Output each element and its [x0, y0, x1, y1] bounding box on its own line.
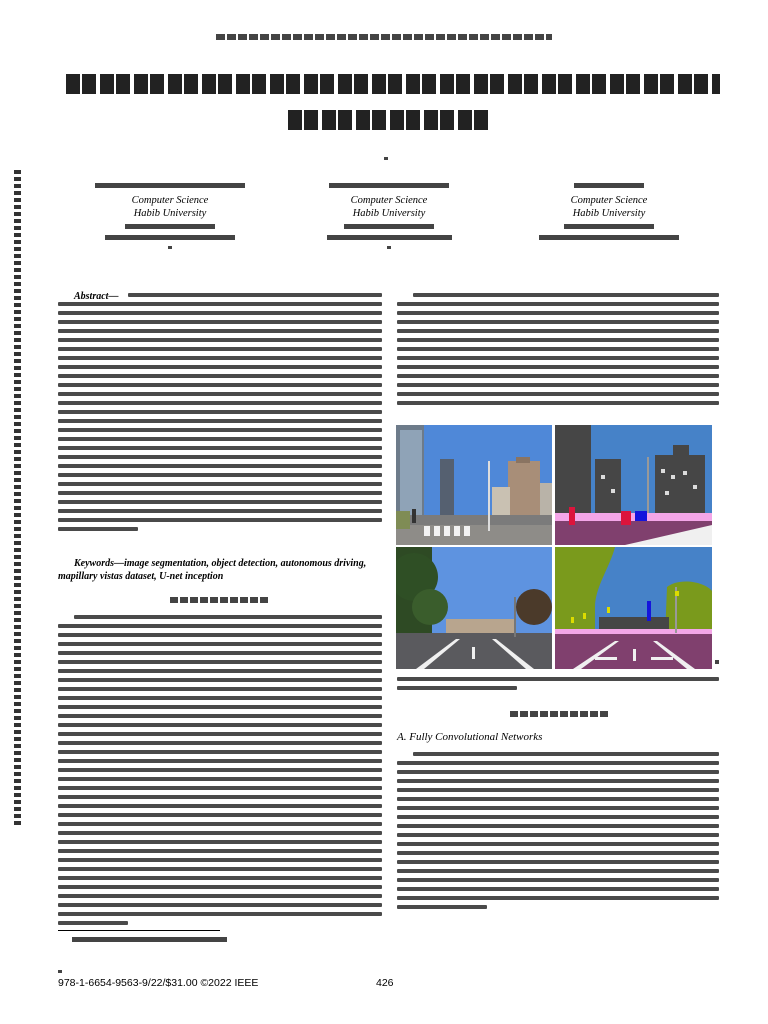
author-city-2 [344, 224, 434, 229]
figure-marker [715, 660, 719, 664]
author-univ-1: Habib University [133, 208, 207, 219]
abstract-body [58, 293, 382, 536]
author-block-3 [509, 183, 709, 246]
figure-panel-photo-city [396, 425, 552, 545]
author-block-1 [70, 183, 270, 249]
conference-header [216, 34, 552, 40]
author-dept-1: Computer Science [131, 195, 209, 206]
section-1-heading [170, 597, 270, 603]
figure-panel-photo-road [396, 547, 552, 669]
subsection-a-body [397, 752, 719, 914]
author-name-3 [574, 183, 644, 188]
paper-title [66, 74, 720, 132]
abstract-label: Abstract— [74, 291, 119, 302]
author-block-2 [289, 183, 489, 249]
section-2-heading [510, 711, 610, 717]
author-email-2 [327, 235, 452, 240]
right-column-paragraph [397, 293, 719, 410]
introduction-body [58, 615, 382, 930]
author-email-1 [105, 235, 235, 240]
figure-panel-seg-city [555, 425, 712, 545]
author-univ-2: Habib University [352, 208, 426, 219]
subsection-a-heading: A. Fully Convolutional Networks [397, 731, 543, 743]
author-name-2 [329, 183, 449, 188]
footer-isbn: 978-1-6654-9563-9/22/$31.00 ©2022 IEEE [58, 977, 259, 989]
page-number: 426 [376, 977, 394, 989]
author-city-1 [125, 224, 215, 229]
footnote-rule [58, 930, 220, 931]
footnote-text [72, 937, 227, 942]
author-dept-3: Computer Science [570, 195, 648, 206]
author-univ-3: Habib University [572, 208, 646, 219]
figure-caption [397, 677, 719, 695]
side-margin-strip [14, 170, 21, 825]
author-dept-2: Computer Science [350, 195, 428, 206]
keywords: Keywords—image segmentation, object detection, autonomous driving, mapillary vistas dataset, U-net inception [58, 558, 367, 582]
figure-panel-seg-road [555, 547, 712, 669]
author-dot-1 [168, 246, 172, 249]
author-email-3 [539, 235, 679, 240]
author-dot-2 [387, 246, 391, 249]
author-city-3 [564, 224, 654, 229]
footer-dot [58, 970, 62, 973]
title-dot [384, 157, 388, 160]
author-name-1 [95, 183, 245, 188]
